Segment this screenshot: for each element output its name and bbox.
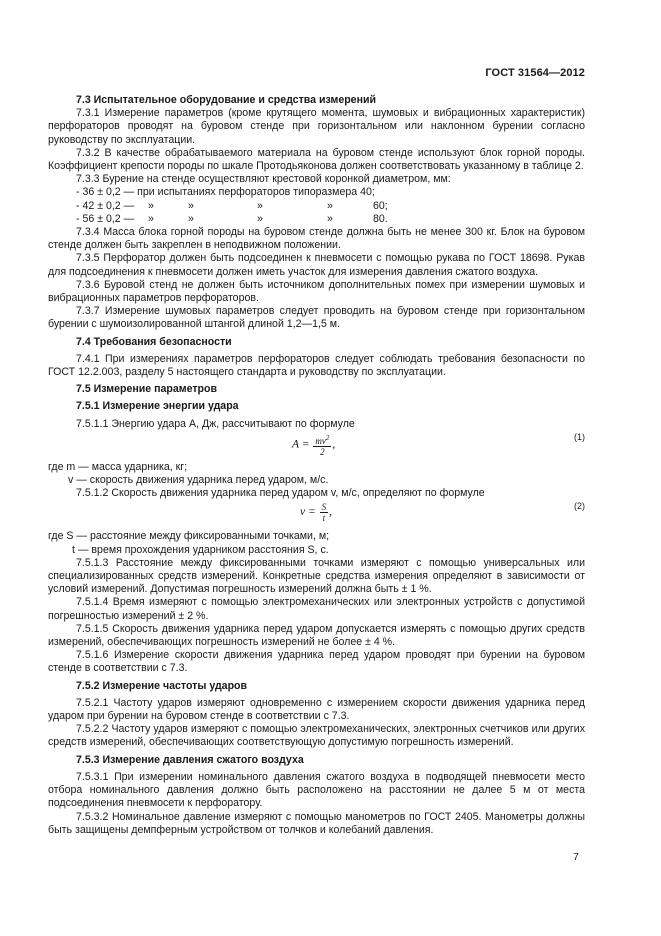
diameter-list-item: - 56 ± 0,2 — » » » » 80. xyxy=(76,212,388,225)
where-v: v — скорость движения ударника перед ударом, м/с. xyxy=(68,474,329,487)
para-7-5-1-5: 7.5.1.5 Скорость движения ударника перед ударом допускается измерять с помощью других средств измерений, обеспечивающих погрешность измерений не более ± 4 %. xyxy=(48,622,585,649)
para-7-4-1: 7.4.1 При измерениях параметров перфораторов следует соблюдать требования безопасности по ГОСТ 12.2.003, разделу 5 настоящего стандарта и руководству по эксплуатации. xyxy=(48,352,585,379)
formula-number: (1) xyxy=(574,431,585,442)
section-7-5-heading: 7.5 Измерение параметров xyxy=(76,383,218,396)
where-s: где S — расстояние между фиксированными точками, м; xyxy=(48,530,330,543)
para-7-5-3-2: 7.5.3.2 Номинальное давление измеряют с помощью манометров по ГОСТ 2405. Манометры должны быть защищены демпферным устройством от толчков и колебаний давления. xyxy=(48,810,585,836)
para-7-3-7: 7.3.7 Измерение шумовых параметров следует проводить на буровом стенде при горизонтальном бурении с шумоизолированной штангой длиной 1,2—1,5 м. xyxy=(48,305,585,331)
para-7-3-1: 7.3.1 Измерение параметров (кроме крутящего момента, шумовых и вибрационных характеристик) перфораторов проводят на буровом стенде при горизонтальном или наклонном бурении согласно руководству по эксплуатации. xyxy=(48,107,585,146)
formula-number: (2) xyxy=(574,501,585,512)
para-7-3-2: 7.3.2 В качестве обрабатываемого материала на буровом стенде используют блок горной породы. Коэффициент крепости породы по шкале Протодьяконова должен соответствовать указанному в таблице 2. xyxy=(48,146,585,173)
para-7-3-6: 7.3.6 Буровой стенд не должен быть источником дополнительных помех при измерении шумовых и вибрационных параметров перфораторов. xyxy=(48,278,585,304)
where-t: t — время прохождения ударником расстояния S, с. xyxy=(72,543,329,556)
para-7-5-1-6: 7.5.1.6 Измерение скорости движения ударника перед ударом проводят при бурении на буровом стенде в соответствии с 7.3. xyxy=(48,649,585,675)
para-7-5-1-3: 7.5.1.3 Расстояние между фиксированными точками измеряют с помощью универсальных или специализированных средств измерений. Конкретные средства измерения определяют в зависимости от условий измерений. Допустимая погрешность измерений должна быть ± 1 %. xyxy=(48,556,585,596)
para-7-3-4: 7.3.4 Масса блока горной породы на буровом стенде должна быть не менее 300 кг. Блок на буровом стенде должен быть закреплен в неподвижном положении. xyxy=(48,225,585,252)
section-7-5-1-heading: 7.5.1 Измерение энергии удара xyxy=(76,400,239,413)
section-7-5-3-heading: 7.5.3 Измерение давления сжатого воздуха xyxy=(76,753,304,766)
para-7-5-3-1: 7.5.3.1 При измерении номинального давления сжатого воздуха в подводящей пневмосети место отбора номинального давления должно быть расположено на расстоянии не далее 5 м от места подсоединения пневмосети к перфоратору. xyxy=(48,770,585,810)
para-7-5-1-4: 7.5.1.4 Время измеряют с помощью электромеханических или электронных устройств с допустимой погрешностью измерений ± 2 %. xyxy=(48,596,585,622)
para-7-5-1-1: 7.5.1.1 Энергию удара A, Дж, рассчитывают по формуле xyxy=(76,417,355,430)
section-7-3-heading: 7.3 Испытательное оборудование и средства измерений xyxy=(76,94,376,106)
diameter-list-item: - 36 ± 0,2 — при испытаниях перфораторов типоразмера 40; xyxy=(76,186,375,199)
where-m: где m — масса ударника, кг; xyxy=(48,460,188,473)
para-7-3-5: 7.3.5 Перфоратор должен быть подсоединен к пневмосети с помощью рукава по ГОСТ 18698. Рукав для подсоединения к пневмосети должен иметь участок для измерения давления сжатого воздуха. xyxy=(48,252,585,278)
section-7-5-2-heading: 7.5.2 Измерение частоты ударов xyxy=(76,679,248,692)
para-7-5-2-2: 7.5.2.2 Частоту ударов измеряют с помощью электромеханических, электронных счетчиков или других средств измерений, обеспечивающих соответствующую допустимую погрешность измерений. xyxy=(48,723,585,749)
para-7-5-2-1: 7.5.2.1 Частоту ударов измеряют одновременно с измерением скорости движения ударника перед ударом при бурении на буровом стенде в соответствии с 7.3. xyxy=(48,696,585,723)
standard-number: ГОСТ 31564—2012 xyxy=(485,67,585,79)
formula-velocity: v = $\frac{S}{t}$ , (2) xyxy=(300,501,585,524)
formula-energy: A = $\frac{mv^2}{2}$ , (1) xyxy=(292,431,585,457)
para-7-5-1-2: 7.5.1.2 Скорость движения ударника перед ударом v, м/с, определяют по формуле xyxy=(76,487,485,500)
page-number: 7 xyxy=(573,851,579,863)
section-7-4-heading: 7.4 Требования безопасности xyxy=(76,335,232,348)
para-7-3-3: 7.3.3 Бурение на стенде осуществляют крестовой коронкой диаметром, мм: xyxy=(76,173,451,186)
diameter-list-item: - 42 ± 0,2 — » » » » 60; xyxy=(76,199,388,212)
page-content xyxy=(48,94,585,837)
